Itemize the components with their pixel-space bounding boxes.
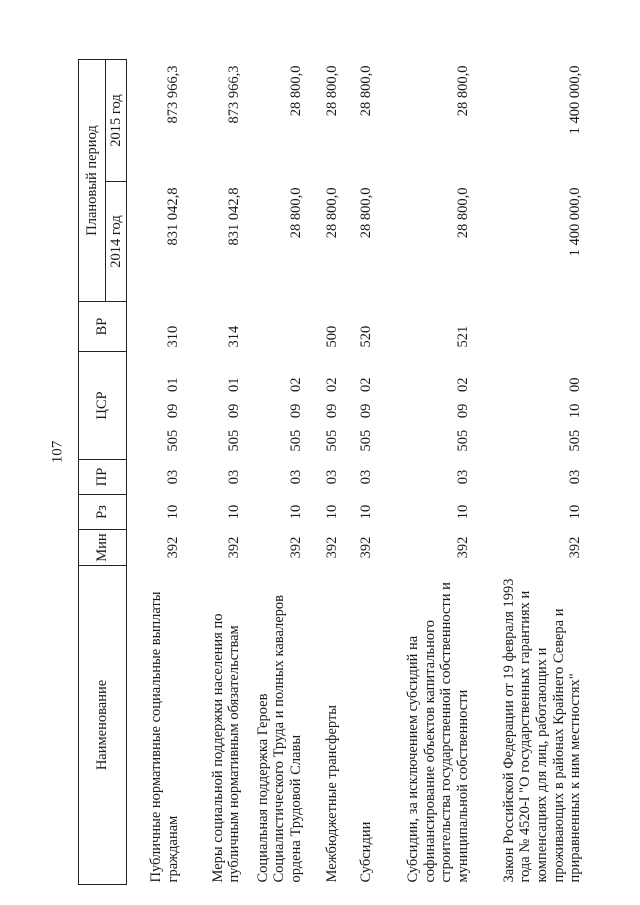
row-2015: 28 800,0: [455, 65, 472, 117]
row-name: Социальная поддержка Героев Социалистического Труда и полных кавалеров ордена Трудовой Славы: [254, 594, 304, 883]
header-2015: 2015 год: [106, 59, 127, 181]
row-min: 392: [165, 536, 182, 559]
row-name: Публичные нормативные социальные выплаты гражданам: [148, 591, 182, 883]
row-rz: 10: [287, 504, 304, 520]
row-2014: 28 800,0: [357, 187, 374, 239]
header-vr: ВР: [79, 302, 127, 352]
header-pr: ПР: [79, 460, 127, 495]
row-pr: 03: [226, 469, 243, 485]
table-row: [127, 59, 186, 884]
row-name: Субсидии: [357, 821, 374, 883]
row-min: 392: [226, 536, 243, 559]
row-csr: 505 09 02: [323, 377, 340, 452]
row-vr: [247, 302, 308, 352]
row-vr: 520: [357, 325, 374, 348]
budget-table: [78, 59, 588, 885]
row-2014: 831 042,8: [165, 187, 182, 246]
row-name: Межбюджетные трансферты: [323, 704, 340, 883]
row-vr: 310: [165, 325, 182, 348]
row-rz: 10: [165, 504, 182, 520]
row-min: 392: [357, 536, 374, 559]
rotated-table-container: [78, 60, 588, 885]
row-2015: 28 800,0: [323, 65, 340, 117]
row-csr: 505 09 01: [165, 377, 182, 452]
header-planned-period: Плановый период: [79, 59, 106, 301]
header-rz: Рз: [79, 495, 127, 530]
row-rz: 10: [567, 504, 584, 520]
row-2015: 1 400 000,0: [567, 65, 584, 135]
header-2014: 2014 год: [106, 182, 127, 302]
row-csr: 505 09 02: [287, 377, 304, 452]
header-csr: ЦСР: [79, 352, 127, 460]
table-row: [309, 59, 345, 884]
row-2014: 831 042,8: [226, 187, 243, 246]
row-2015: 28 800,0: [357, 65, 374, 117]
row-rz: 10: [357, 504, 374, 520]
header-min: Мин: [79, 530, 127, 566]
row-pr: 03: [357, 469, 374, 485]
row-vr: 521: [455, 325, 472, 348]
table-row: [345, 59, 379, 884]
row-rz: 10: [323, 504, 340, 520]
row-pr: 03: [287, 469, 304, 485]
row-rz: 10: [226, 504, 243, 520]
row-2014: 28 800,0: [323, 187, 340, 239]
row-2014: 28 800,0: [455, 187, 472, 239]
row-csr: 505 09 02: [357, 377, 374, 452]
row-pr: 03: [323, 469, 340, 485]
row-csr: 505 09 01: [226, 377, 243, 452]
row-2014: 28 800,0: [287, 187, 304, 239]
row-csr: 505 09 02: [455, 377, 472, 452]
table-row: [247, 59, 308, 884]
row-min: 392: [287, 536, 304, 559]
row-pr: 03: [165, 469, 182, 485]
row-rz: 10: [455, 504, 472, 520]
table-row: [378, 59, 475, 884]
page-number: 107: [49, 440, 66, 464]
row-2015: 873 966,3: [226, 65, 243, 124]
row-pr: 03: [455, 469, 472, 485]
row-vr: 500: [323, 325, 340, 348]
row-name: Меры социальной поддержки населения по публичным нормативным обязательствам: [209, 613, 243, 883]
table-row: [186, 59, 247, 884]
table-row: [476, 59, 588, 884]
row-vr: 314: [226, 325, 243, 348]
row-name: Закон Российской Федерации от 19 февраля 1993 года № 4520-I "О государственных гарантиях и компенсациях для лиц, работающих и проживающих в районах Крайнего Севера и приравненных к ним местностях": [500, 578, 584, 883]
table-body: [127, 59, 589, 884]
row-vr: [476, 302, 588, 352]
row-2015: 28 800,0: [287, 65, 304, 117]
header-name: Наименование: [79, 566, 127, 885]
row-min: 392: [323, 536, 340, 559]
row-2015: 873 966,3: [165, 65, 182, 124]
row-name: Субсидии, за исключением субсидий на софинансирование объектов капитального строительства государственной собственности и муниципальной собственности: [405, 582, 472, 883]
row-min: 392: [455, 536, 472, 559]
row-2014: 1 400 000,0: [567, 187, 584, 257]
row-csr: 505 10 00: [567, 377, 584, 452]
row-pr: 03: [567, 469, 584, 485]
table-header: [79, 59, 127, 884]
row-min: 392: [567, 536, 584, 559]
